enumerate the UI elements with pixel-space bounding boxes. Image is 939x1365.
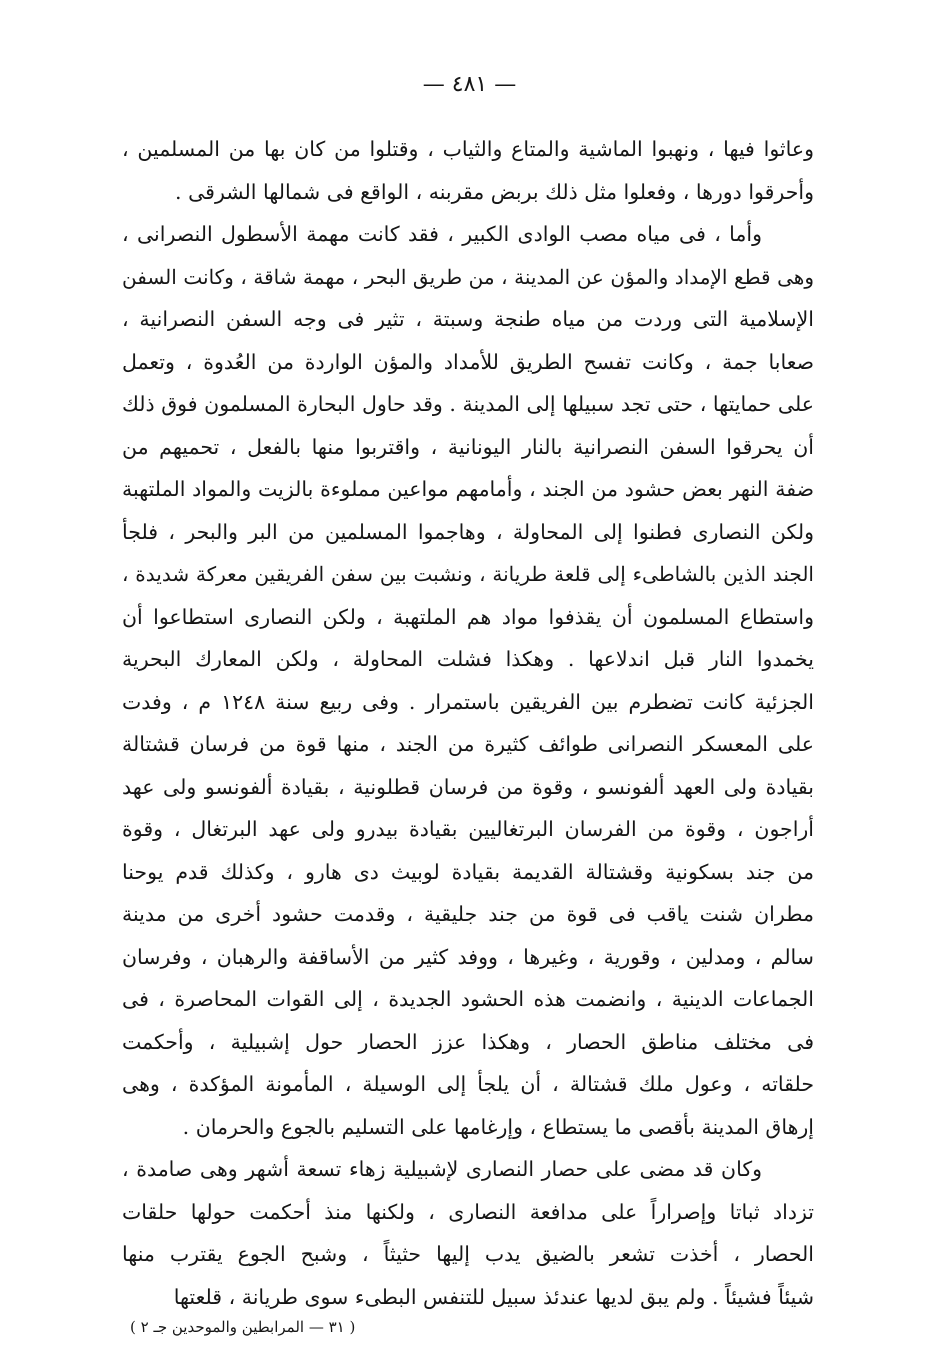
text-line: شيئاً فشيئاً . ولم يبق لديها عندئذ سبيل للتنفس البطىء سوى طريانة ، قلعتها [173,1284,814,1309]
text-line: الجند الذين بالشاطىء إلى قلعة طريانة ، ونشبت بين سفن الفريقين معركة شديدة ، [122,562,814,586]
paragraph [122,1148,814,1318]
page-number: — ٤٨١ — [422,72,517,97]
text-line: ضفة النهر بعض حشود من الجند ، وأمامهم مواعين مملوءة بالزيت والمواد الملتهبة [122,477,814,501]
text-line: بقيادة ولى العهد ألفونسو ، وقوة من فرسان قطلونية ، بقيادة ألفونسو ولى عهد [122,774,814,799]
text-line: على حمايتها ، حتى تجد سبيلها إلى المدينة . وقد حاول البحارة المسلمون فوق ذلك [122,392,814,416]
text-line: يخمدوا النار قبل اندلاعها . وهكذا فشلت المحاولة ، ولكن المعارك البحرية [122,647,814,671]
text-line: وهى قطع الإمداد والمؤن عن المدينة ، من طريق البحر ، مهمة شاقة ، وكانت السفن [122,264,814,289]
text-line: الحصار ، أخذت تشعر بالضيق يدب إليها حثيثاً ، وشبح الجوع يقترب منها [122,1242,814,1266]
text-line: واستطاع المسلمون أن يقذفوا مواد هم الملتهبة ، ولكن النصارى استطاعوا أن [122,604,814,629]
text-line: الجماعات الدينية ، وانضمت هذه الحشود الجديدة ، إلى القوات المحاصرة ، فى [122,987,814,1011]
text-line: وأما ، فى مياه مصب الوادى الكبير ، فقد كانت مهمة الأسطول النصرانى ، [122,222,762,246]
text-line: وأحرقوا دورها ، وفعلوا مثل ذلك بربض مقربنه ، الواقع فى شمالها الشرقى . [175,179,814,204]
footer-signature: ( ٣١ — المرابطين والموحدين جـ ٢ ) [130,1318,356,1336]
text-line: أن يحرقوا السفن النصرانية بالنار اليونانية ، واقتربوا منها بالفعل ، تحميهم من [122,434,814,459]
text-line: مطران شنت ياقب فى قوة من جند جليقية ، وقدمت حشود أخرى من مدينة [122,902,814,926]
text-line: الإسلامية التى وردت من مياه طنجة وسبتة ، تثير فى وجه السفن النصرانية ، [122,307,814,331]
text-line: حلقاته ، وعول ملك قشتالة ، أن يلجأ إلى الوسيلة ، المأمونة المؤكدة ، وهى [122,1072,814,1096]
text-line: ولكن النصارى فطنوا إلى المحاولة ، وهاجموا المسلمين من البر والبحر ، فلجأ [122,519,814,544]
text-line: من جند بسكونية وقشتالة القديمة بقيادة لوبيث دى هارو ، وكذلك قدم يوحنا [122,859,814,884]
text-line: فى مختلف مناطق الحصار ، وهكذا عزز الحصار حول إشبيلية ، وأحكمت [122,1029,814,1054]
text-line: تزداد ثباتا وإصراراً على مدافعة النصارى ، ولكنها منذ أحكمت حولها حلقات [122,1199,814,1224]
text-line: وعاثوا فيها ، ونهبوا الماشية والمتاع والثياب ، وقتلوا من كان بها من المسلمين ، [122,137,814,161]
text-line: أراجون ، وقوة من الفرسان البرتغاليين بقيادة بيدرو ولى عهد البرتغال ، وقوة [122,817,814,841]
text-line: صعابا جمة ، وكانت تفسح الطريق للأمداد والمؤن الواردة من العُدوة ، وتعمل [122,349,814,374]
paragraph [122,128,814,213]
text-line: إرهاق المدينة بأقصى ما يستطاع ، وإرغامها على التسليم بالجوع والحرمان . [182,1114,814,1139]
body-text [122,128,814,1318]
paragraph [122,213,814,1148]
text-line: وكان قد مضى على حصار النصارى لإشبيلية زهاء تسعة أشهر وهى صامدة ، [122,1157,762,1181]
text-line: على المعسكر النصرانى طوائف كثيرة من الجند ، منها قوة من فرسان قشتالة [122,732,814,756]
text-line: سالم ، ومدلين ، وقورية ، وغيرها ، ووفد كثير من الأساقفة والرهبان ، وفرسان [122,944,814,969]
text-line: الجزئية كانت تضطرم بين الفريقين باستمرار . وفى ربيع سنة ١٢٤٨ م ، وفدت [122,689,814,714]
